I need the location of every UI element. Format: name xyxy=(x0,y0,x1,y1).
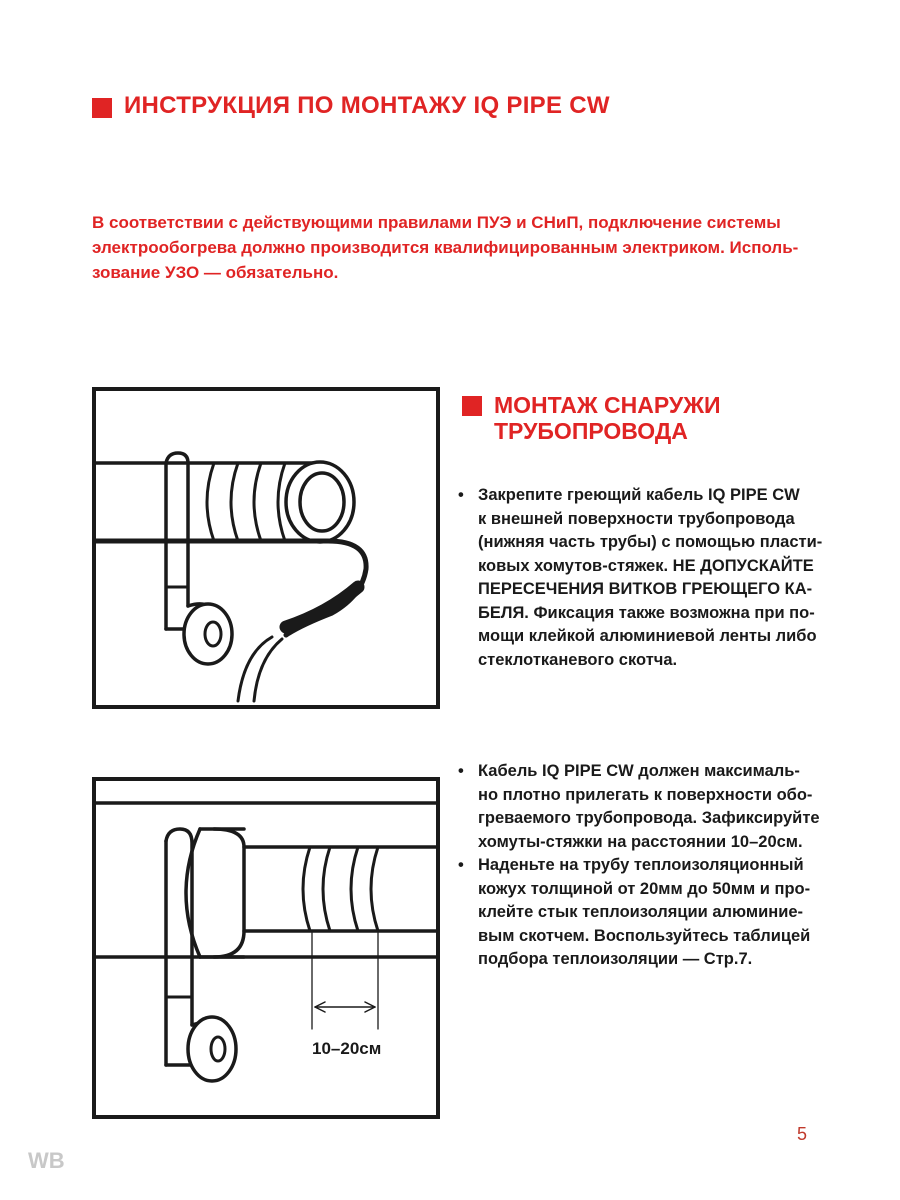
text-line: стеклотканевого скотча. xyxy=(478,650,678,669)
bullet: • xyxy=(458,486,464,504)
intro-line: электрообогрева должно производится квалифицированным электриком. Исполь- xyxy=(92,238,799,257)
section-title-line: МОНТАЖ СНАРУЖИ xyxy=(494,392,721,418)
list-item xyxy=(456,760,836,854)
text-line: хомуты-стяжки на расстоянии 10–20см. xyxy=(478,832,803,851)
text-line: ПЕРЕСЕЧЕНИЯ ВИТКОВ ГРЕЮЩЕГО КА- xyxy=(478,580,813,598)
figure-pipe-cable xyxy=(92,387,440,709)
text-line: БЕЛЯ. Фиксация также возможна при по- xyxy=(478,603,815,622)
text-line: но плотно прилегать к поверхности обо- xyxy=(478,785,813,804)
text-line: греваемого трубопровода. Зафиксируйте xyxy=(478,809,820,827)
intro-line: В соответствии с действующими правилами ПУЭ и СНиП, подключение системы xyxy=(92,213,781,232)
list-item xyxy=(456,854,836,972)
text-line: клейте стык теплоизоляции алюминие- xyxy=(478,903,804,921)
text-line: ковых хомутов-стяжек. НЕ ДОПУСКАЙТЕ xyxy=(478,556,814,575)
section-title xyxy=(494,392,721,444)
intro-warning xyxy=(92,210,832,285)
bullet: • xyxy=(458,856,464,874)
text-line: Наденьте на трубу теплоизоляционный xyxy=(478,856,804,874)
step1-list xyxy=(456,484,836,672)
step2-list xyxy=(456,760,836,972)
text-line: Закрепите греющий кабель IQ PIPE CW xyxy=(478,486,800,504)
text-line: вым скотчем. Воспользуйтесь таблицей xyxy=(478,926,811,945)
section-title-line: ТРУБОПРОВОДА xyxy=(494,418,688,444)
dimension-label: 10–20см xyxy=(312,1039,382,1058)
text-line: мощи клейкой алюминиевой ленты либо xyxy=(478,627,817,645)
text-line: подбора теплоизоляции — Стр.7. xyxy=(478,950,753,968)
heading-marker xyxy=(92,98,112,118)
bullet: • xyxy=(458,762,464,780)
intro-line: зование УЗО — обязательно. xyxy=(92,263,339,282)
text-line: кожух толщиной от 20мм до 50мм и про- xyxy=(478,879,811,898)
page-number: 5 xyxy=(797,1124,808,1144)
watermark: WB xyxy=(28,1148,65,1173)
figure-insulated-pipe xyxy=(92,777,440,1119)
insulated-pipe-illustration xyxy=(96,781,436,1115)
section-marker xyxy=(462,396,482,416)
pipe-with-cable-illustration xyxy=(96,391,436,705)
text-line: (нижняя часть трубы) с помощью пласти- xyxy=(478,533,823,551)
list-item xyxy=(456,484,836,672)
page-title: ИНСТРУКЦИЯ ПО МОНТАЖУ IQ PIPE CW xyxy=(124,92,610,119)
text-line: к внешней поверхности трубопровода xyxy=(478,509,795,528)
text-line: Кабель IQ PIPE CW должен максималь- xyxy=(478,762,800,780)
